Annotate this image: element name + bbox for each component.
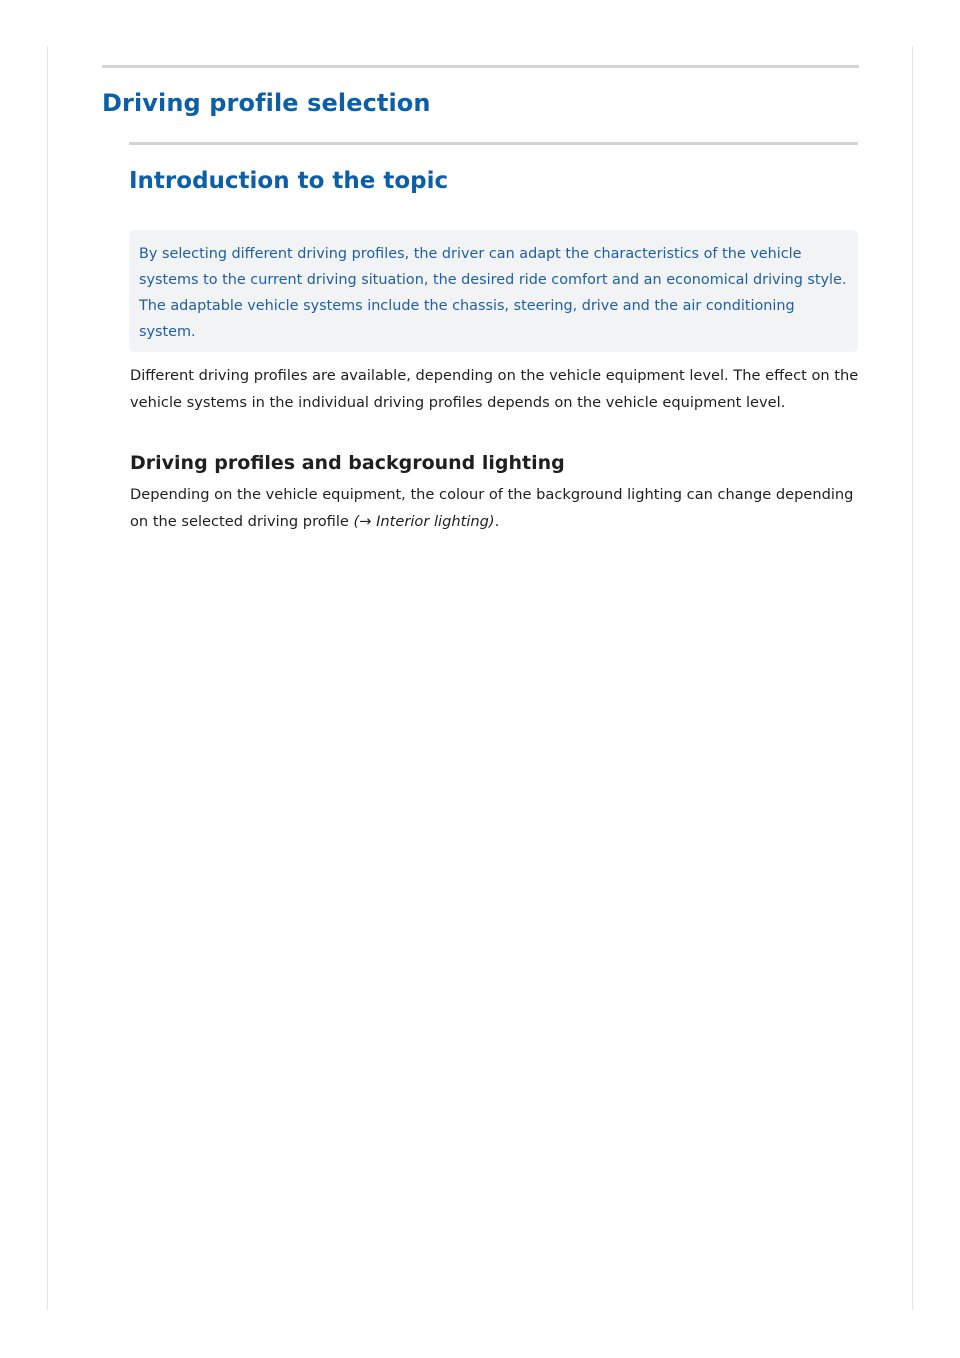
paragraph-profiles-availability: Different driving profiles are available, depending on the vehicle equipment level. The effect on the vehicle systems in the individual driving profiles depends on the vehicle equipment level. <box>130 367 859 411</box>
arrow-right-icon: → <box>359 512 372 530</box>
sentence-end: . <box>494 512 500 530</box>
background-lighting-text: Depending on the vehicle equipment, the colour of the background lighting can change depending on the selected driving profile <box>130 486 854 530</box>
interior-lighting-link-label: Interior lighting) <box>371 512 495 530</box>
right-margin-line <box>912 46 913 1310</box>
title-divider <box>102 65 859 68</box>
section-heading: Introduction to the topic <box>129 168 449 194</box>
page-title: Driving profile selection <box>102 89 431 117</box>
paragraph-background-lighting <box>130 482 860 535</box>
link-open-paren: ( <box>353 512 360 530</box>
subsection-heading: Driving profiles and background lighting <box>130 452 565 474</box>
intro-text: By selecting different driving profiles, the driver can adapt the characteristics of the vehicle systems to the current driving situation, the desired ride comfort and an economical driving style. The adaptable vehicle systems include the chassis, steering, drive and the air conditioning system. <box>139 246 847 340</box>
left-margin-line <box>47 46 48 1310</box>
intro-box <box>129 230 858 352</box>
interior-lighting-link[interactable] <box>354 513 495 530</box>
section-divider <box>129 142 858 145</box>
